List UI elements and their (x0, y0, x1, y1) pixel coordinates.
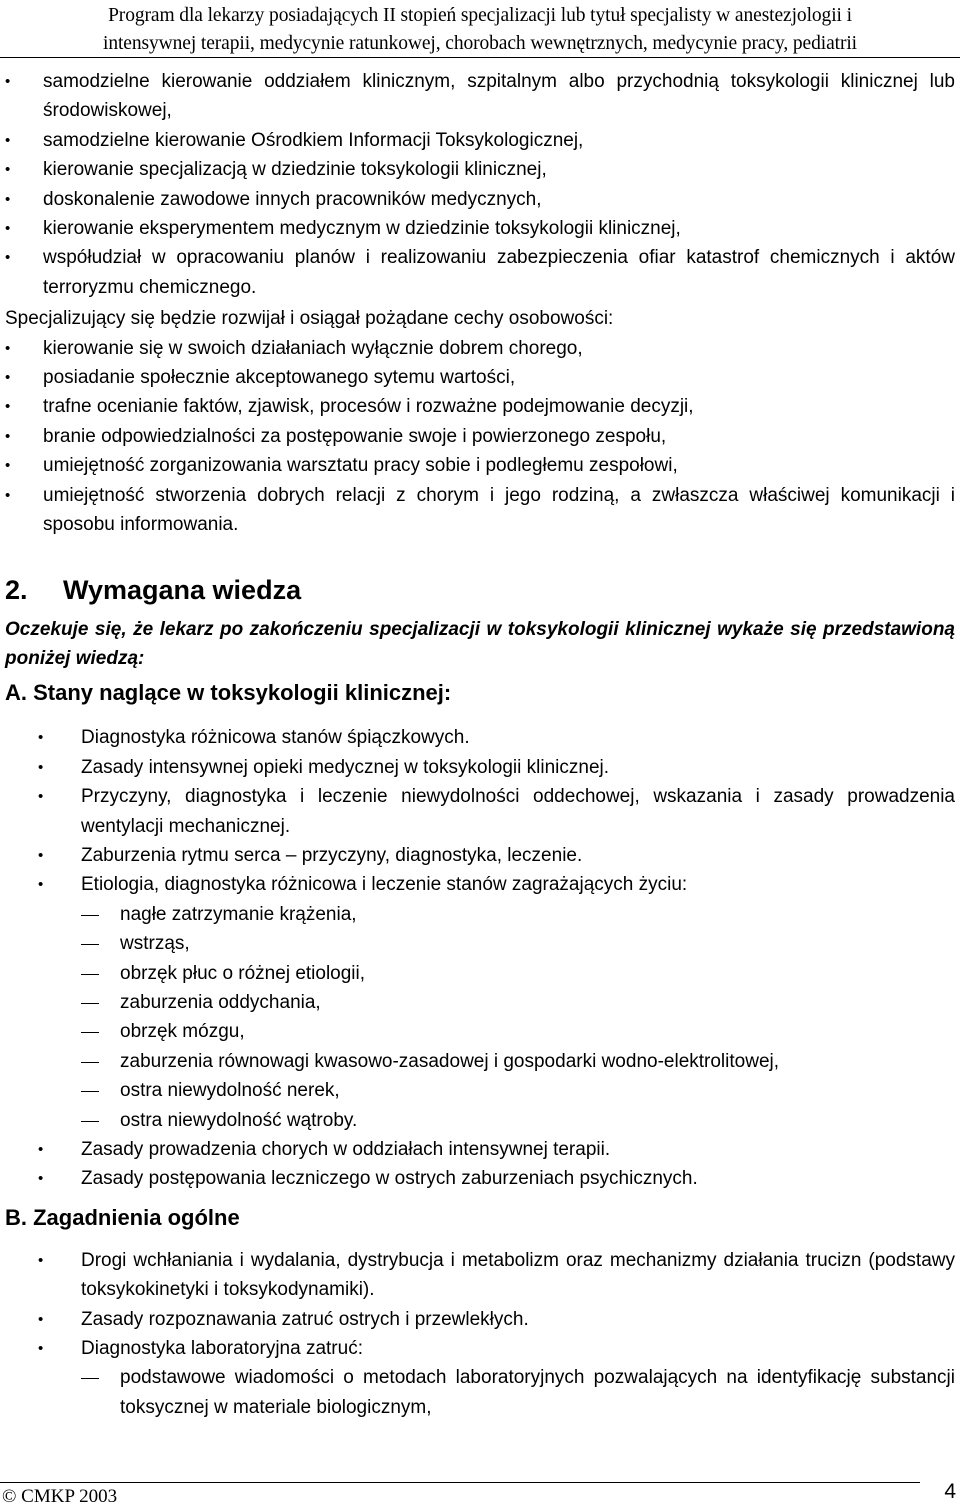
duties-list (5, 67, 955, 302)
list-item: obrzęk mózgu, (5, 1017, 955, 1046)
list-item: nagłe zatrzymanie krążenia, (5, 900, 955, 929)
subsection-a-heading: A. Stany naglące w toksykologii klinicznej: (5, 680, 452, 706)
list-item: • Zasady prowadzenia chorych w oddziałach intensywnej terapii. (5, 1135, 955, 1164)
list-item: • Zaburzenia rytmu serca – przyczyny, diagnostyka, leczenie. (5, 841, 955, 870)
traits-intro: Specjalizujący się będzie rozwijał i osiągał pożądane cechy osobowości: (5, 308, 614, 330)
section-title: Wymagana wiedza (63, 574, 302, 605)
list-item: wstrząs, (5, 929, 955, 958)
list-item: ostra niewydolność nerek, (5, 1076, 955, 1105)
subsection-b-heading: B. Zagadnienia ogólne (5, 1204, 240, 1230)
subsection-a-list-continued (5, 1135, 955, 1194)
list-item: • współudział w opracowaniu planów i realizowaniu zabezpieczenia ofiar katastrof chemicznych i aktów terroryzmu chemicznego. (5, 243, 955, 302)
list-item: • umiejętność stworzenia dobrych relacji z chorym i jego rodziną, a zwłaszcza właściwej komunikacji i sposobu informowania. (5, 481, 955, 540)
list-item: • samodzielne kierowanie Ośrodkiem Informacji Toksykologicznej, (5, 126, 955, 155)
list-item: • kierowanie specjalizacją w dziedzinie toksykologii klinicznej, (5, 155, 955, 184)
list-item: • Drogi wchłaniania i wydalania, dystrybucja i metabolizm oraz mechanizmy działania trucizn (podstawy toksykokinetyki i toksykodynamiki). (5, 1246, 955, 1305)
page-header (0, 0, 960, 58)
list-item: • samodzielne kierowanie oddziałem klinicznym, szpitalnym albo przychodnią toksykologii klinicznej lub środowiskowej, (5, 67, 955, 126)
list-item: obrzęk płuc o różnej etiologii, (5, 959, 955, 988)
section-intro: Oczekuje się, że lekarz po zakończeniu specjalizacji w toksykologii klinicznej wykaże się przedstawioną poniżej wiedzą: (5, 618, 955, 669)
list-item: • Zasady intensywnej opieki medycznej w toksykologii klinicznej. (5, 753, 955, 782)
list-item: ostra niewydolność wątroby. (5, 1106, 955, 1135)
header-line-1: Program dla lekarzy posiadających II stopień specjalizacji lub tytuł specjalisty w anestezjologii i (108, 5, 852, 26)
footer-copyright: © CMKP 2003 (2, 1486, 118, 1507)
list-item: • kierowanie się w swoich działaniach wyłącznie dobrem chorego, (5, 334, 955, 363)
list-item: • Zasady rozpoznawania zatruć ostrych i przewlekłych. (5, 1305, 955, 1334)
list-item: • Diagnostyka różnicowa stanów śpiączkowych. (5, 723, 955, 752)
list-item: • trafne ocenianie faktów, zjawisk, procesów i rozważne podejmowanie decyzji, (5, 392, 955, 421)
list-item: zaburzenia równowagi kwasowo-zasadowej i gospodarki wodno-elektrolitowej, (5, 1047, 955, 1076)
list-item: • Diagnostyka laboratoryjna zatruć: (5, 1334, 955, 1363)
list-item: • branie odpowiedzialności za postępowanie swoje i powierzonego zespołu, (5, 422, 955, 451)
list-item: • kierowanie eksperymentem medycznym w dziedzinie toksykologii klinicznej, (5, 214, 955, 243)
subsection-b-list (5, 1246, 955, 1364)
list-item: podstawowe wiadomości o metodach laboratoryjnych pozwalających na identyfikację substancji toksycznej w materiale biologicznym, (5, 1363, 955, 1422)
section-number: 2. (5, 574, 28, 605)
header-line-2: intensywnej terapii, medycynie ratunkowej, chorobach wewnętrznych, medycynie pracy, pediatrii (103, 33, 857, 54)
list-item: • doskonalenie zawodowe innych pracowników medycznych, (5, 185, 955, 214)
list-item: • Przyczyny, diagnostyka i leczenie niewydolności oddechowej, wskazania i zasady prowadzenia wentylacji mechanicznej. (5, 782, 955, 841)
lab-diagnostics-list (5, 1363, 955, 1422)
emergencies-list (5, 900, 955, 1135)
section-heading (5, 573, 955, 607)
document-body (5, 67, 955, 1422)
page-number: 4 (944, 1480, 956, 1503)
footer-divider (0, 1482, 920, 1483)
subsection-a-list (5, 723, 955, 899)
list-item: • Zasady postępowania leczniczego w ostrych zaburzeniach psychicznych. (5, 1164, 955, 1193)
list-item: • umiejętność zorganizowania warsztatu pracy sobie i podległemu zespołowi, (5, 451, 955, 480)
list-item: zaburzenia oddychania, (5, 988, 955, 1017)
list-item: • Etiologia, diagnostyka różnicowa i leczenie stanów zagrażających życiu: (5, 870, 955, 899)
list-item: • posiadanie społecznie akceptowanego sytemu wartości, (5, 363, 955, 392)
header-divider (0, 57, 960, 58)
traits-list (5, 334, 955, 540)
